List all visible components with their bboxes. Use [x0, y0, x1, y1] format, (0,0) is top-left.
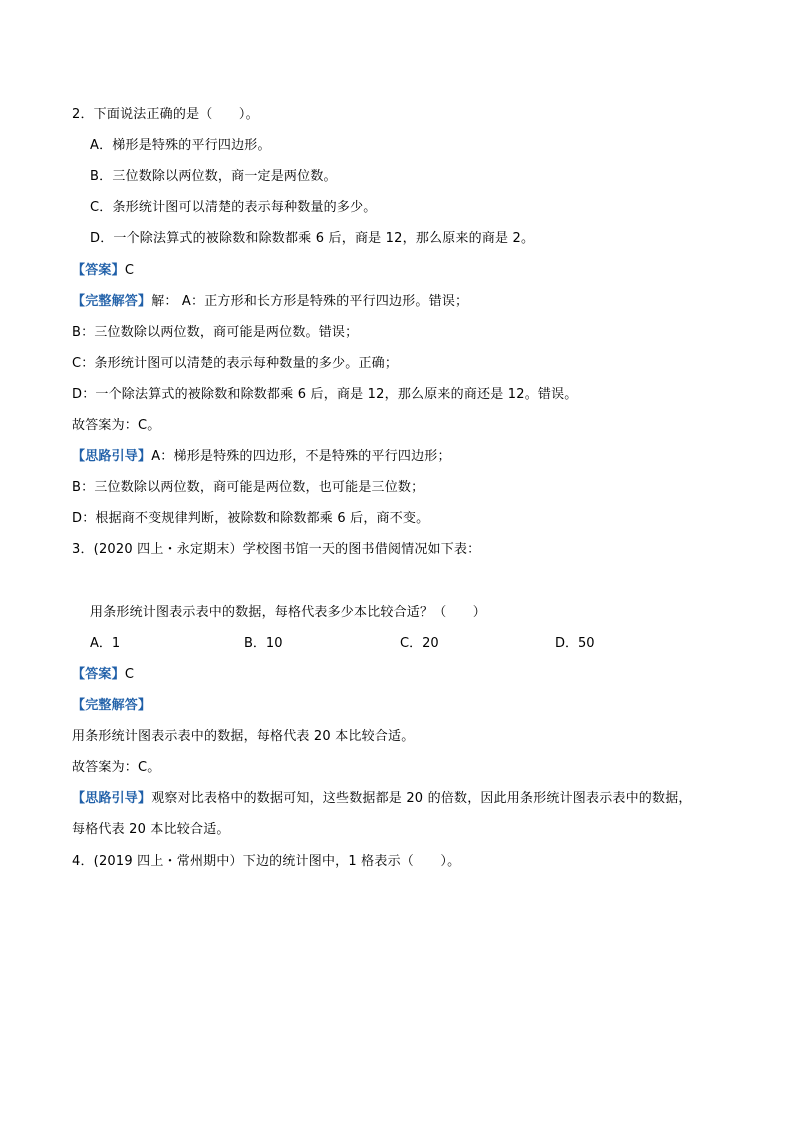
q2-hint-line-1 — [72, 448, 451, 465]
q2-stem: 2．下面说法正确的是（ ）。 — [72, 107, 259, 122]
q4-stem: 4．(2019 四上・常州期中）下边的统计图中，1 格表示（ ）。 — [72, 854, 461, 869]
q3-hint-line-1 — [72, 790, 692, 807]
answer-tag: 【答案】 — [72, 667, 125, 682]
answer-value: C — [124, 263, 135, 278]
hint-tag: 【思路引导】 — [72, 791, 152, 806]
q3-stem: 3．(2020 四上・永定期末）学校图书馆一天的图书借阅情况如下表： — [72, 542, 481, 557]
q2-solution-line-4: D：一个除法算式的被除数和除数都乘 6 后，商是 12，那么原来的商还是 12。错误。 — [72, 387, 578, 402]
q2-solution-line-5: 故答案为：C。 — [72, 418, 161, 433]
q3-hint-line-2: 每格代表 20 本比较合适。 — [72, 822, 230, 837]
solution-tag: 【完整解答】 — [72, 698, 152, 713]
q2-hint-line-2: B：三位数除以两位数，商可能是两位数，也可能是三位数； — [72, 480, 425, 495]
q2-hint-line-3: D：根据商不变规律判断，被除数和除数都乘 6 后，商不变。 — [72, 511, 430, 526]
q3-option-d: D．50 — [555, 636, 595, 651]
q2-solution-line-3: C：条形统计图可以清楚的表示每种数量的多少。正确； — [72, 356, 399, 371]
q3-option-a: A．1 — [90, 636, 121, 651]
hint-text: A：梯形是特殊的四边形，不是特殊的平行四边形； — [151, 449, 451, 464]
hint-tag: 【思路引导】 — [72, 449, 152, 464]
answer-value: C — [124, 667, 135, 682]
solution-tag: 【完整解答】 — [72, 294, 152, 309]
q2-option-a: A．梯形是特殊的平行四边形。 — [90, 138, 271, 153]
hint-text: 观察对比表格中的数据可知，这些数据都是 20 的倍数，因此用条形统计图表示表中的数据， — [151, 791, 692, 806]
answer-tag: 【答案】 — [72, 263, 125, 278]
q3-option-b: B．10 — [244, 636, 283, 651]
q3-solution-heading — [72, 697, 151, 714]
q3-solution-line-2: 故答案为：C。 — [72, 760, 161, 775]
q3-solution-line-1: 用条形统计图表示表中的数据，每格代表 20 本比较合适。 — [72, 729, 415, 744]
q2-solution-line-1 — [72, 293, 468, 310]
q2-option-c: C．条形统计图可以清楚的表示每种数量的多少。 — [90, 200, 377, 215]
solution-text: 解： A：正方形和长方形是特殊的平行四边形。错误； — [151, 294, 469, 309]
q2-option-d: D．一个除法算式的被除数和除数都乘 6 后，商是 12，那么原来的商是 2。 — [90, 231, 535, 246]
q2-solution-line-2: B：三位数除以两位数，商可能是两位数。错误； — [72, 325, 359, 340]
q3-question: 用条形统计图表示表中的数据，每格代表多少本比较合适？（ ） — [90, 605, 487, 620]
q2-answer — [72, 262, 134, 279]
q2-option-b: B．三位数除以两位数，商一定是两位数。 — [90, 169, 337, 184]
q3-answer — [72, 666, 134, 683]
q3-option-c: C．20 — [400, 636, 439, 651]
